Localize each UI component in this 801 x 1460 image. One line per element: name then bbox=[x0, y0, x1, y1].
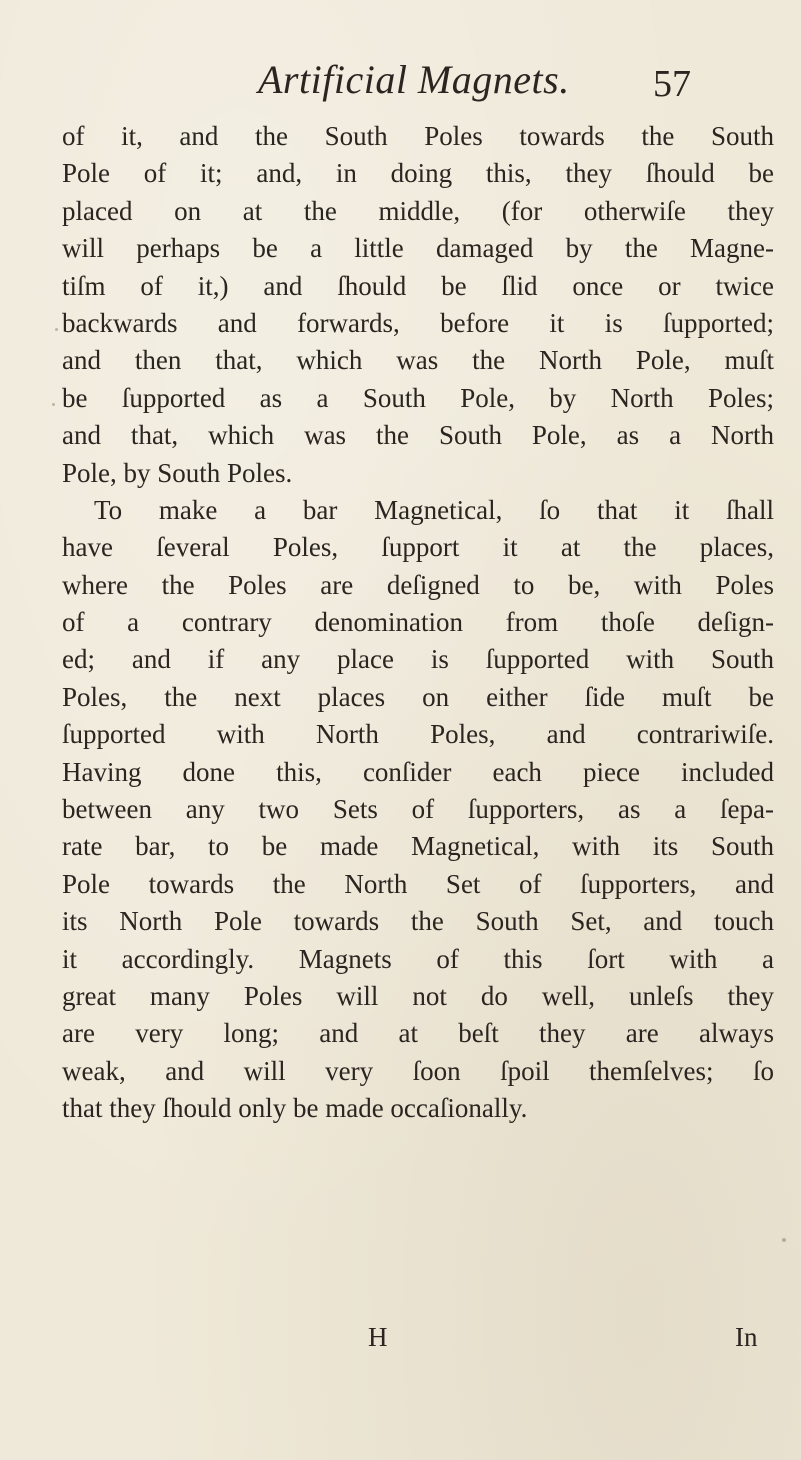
text-line: its North Pole towards the South Set, and touch bbox=[62, 906, 774, 937]
text-line: will perhaps be a little damaged by the Magne- bbox=[62, 233, 774, 264]
text-line: rate bar, to be made Magnetical, with its South bbox=[62, 831, 774, 862]
text-line: placed on at the middle, (for otherwiſe they bbox=[62, 195, 774, 226]
text-line: ed; and if any place is ſupported with South bbox=[62, 644, 774, 675]
text-line: where the Poles are deſigned to be, with Poles bbox=[62, 569, 774, 600]
text-line: Pole of it; and, in doing this, they ſhould be bbox=[62, 158, 774, 189]
page-footer bbox=[0, 1318, 801, 1356]
text-line: are very long; and at beſt they are always bbox=[62, 1018, 774, 1049]
text-line: Pole, by South Poles. bbox=[62, 457, 293, 488]
paragraph-start-line: To make a bar Magnetical, ſo that it ſhall bbox=[94, 494, 774, 525]
paper-speck bbox=[52, 403, 55, 406]
paper-speck bbox=[782, 1238, 786, 1242]
text-line: and then that, which was the North Pole, muſt bbox=[62, 345, 774, 376]
page-number: 57 bbox=[653, 63, 691, 105]
text-line: between any two Sets of ſupporters, as a ſepa- bbox=[62, 794, 774, 825]
text-line: Having done this, conſider each piece included bbox=[62, 756, 774, 787]
text-line: great many Poles will not do well, unleſs they bbox=[62, 980, 774, 1011]
text-line: ſupported with North Poles, and contrariwiſe. bbox=[62, 719, 774, 750]
text-line: of it, and the South Poles towards the South bbox=[62, 121, 774, 151]
page-header bbox=[0, 50, 801, 110]
text-line: Pole towards the North Set of ſupporters, and bbox=[62, 868, 774, 899]
running-head: Artificial Magnets. bbox=[258, 57, 570, 102]
text-line: of a contrary denomination from thoſe deſign- bbox=[62, 607, 774, 638]
text-line: tiſm of it,) and ſhould be ſlid once or twice bbox=[62, 270, 774, 301]
text-line: that they ſhould only be made occaſionally. bbox=[62, 1093, 528, 1124]
text-line: have ſeveral Poles, ſupport it at the places, bbox=[62, 532, 774, 563]
paper-speck bbox=[88, 216, 91, 219]
text-line: it accordingly. Magnets of this ſort with a bbox=[62, 943, 774, 974]
catchword: In bbox=[735, 1322, 758, 1352]
paper-speck bbox=[55, 328, 58, 331]
body-text bbox=[62, 118, 774, 1128]
signature-mark: H bbox=[368, 1322, 388, 1352]
text-line: be ſupported as a South Pole, by North Poles; bbox=[62, 382, 774, 413]
text-line: and that, which was the South Pole, as a North bbox=[62, 420, 774, 451]
text-line: backwards and forwards, before it is ſupported; bbox=[62, 307, 774, 338]
text-line: Poles, the next places on either ſide muſt be bbox=[62, 681, 774, 712]
text-line: weak, and will very ſoon ſpoil themſelves; ſo bbox=[62, 1055, 774, 1086]
